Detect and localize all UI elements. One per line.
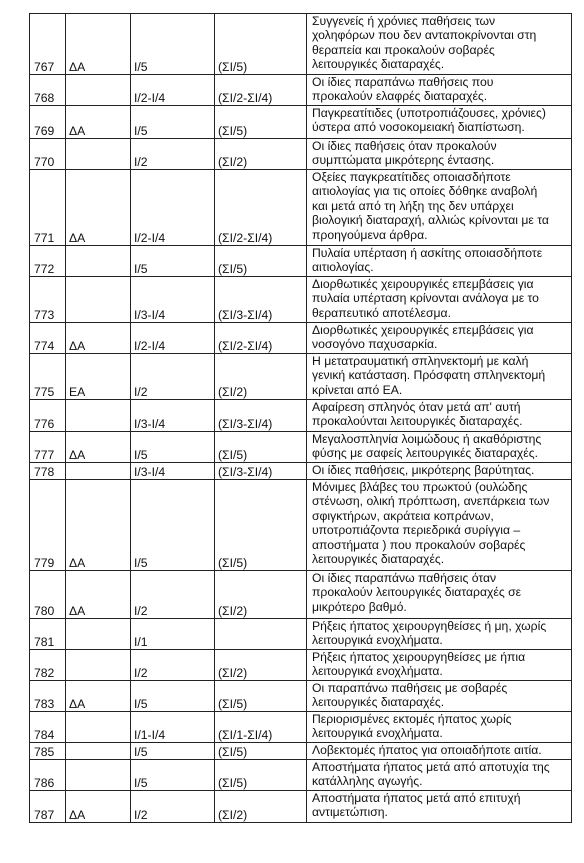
description-line: λειτουργικές διαταραχές. (312, 695, 445, 710)
table-row (30, 400, 572, 432)
sub-code-cell: (ΣΙ/2) (215, 354, 307, 400)
description-line: θεραπευτικό αποτέλεσμα. (312, 305, 451, 320)
article-number-cell: 767 (30, 14, 66, 75)
sub-code-cell: (ΣΙ/2-ΣΙ/4) (215, 170, 307, 246)
description-cell (307, 681, 572, 712)
description-line: Διορθωτικές χειρουργικές επεμβάσεις για (312, 323, 534, 337)
description-line: υποτροπιάζοντα περιεδρικά συρίγγια – (312, 523, 521, 538)
code-cell: Ι/2 (131, 354, 215, 400)
description-line: Διορθωτικές χειρουργικές επεμβάσεις για (312, 277, 534, 291)
code-cell: Ι/1 (131, 619, 215, 650)
article-number-cell: 769 (30, 106, 66, 139)
category-cell: ΔΑ (66, 14, 131, 75)
description-line: Αποστήματα ήπατος μετά από επιτυχή (312, 791, 521, 805)
sub-code-cell: (ΣΙ/2) (215, 571, 307, 619)
table-row (30, 650, 572, 681)
description-cell (307, 246, 572, 277)
category-cell: ΔΑ (66, 106, 131, 139)
table-row (30, 760, 572, 791)
description-line: λειτουργικές διαταραχές. (312, 57, 445, 72)
article-number-cell: 776 (30, 400, 66, 432)
description-line: κρίνεται από ΕΑ. (312, 382, 403, 397)
category-cell (66, 743, 131, 760)
description-line: χοληφόρων που δεν ανταποκρίνονται στη (312, 28, 537, 43)
category-cell (66, 277, 131, 323)
description-cell (307, 323, 572, 354)
description-cell (307, 277, 572, 323)
code-cell: Ι/5 (131, 246, 215, 277)
article-number-cell: 775 (30, 354, 66, 400)
code-cell: Ι/5 (131, 432, 215, 463)
sub-code-cell: (ΣΙ/5) (215, 681, 307, 712)
description-line: στένωση, ολική πρόπτωση, ανεπάρκεια των (312, 494, 550, 509)
article-number-cell: 771 (30, 170, 66, 246)
description-cell (307, 170, 572, 246)
description-line: αιτιολογίας. (312, 260, 374, 275)
table-row (30, 743, 572, 760)
category-cell: ΔΑ (66, 791, 131, 823)
table-row (30, 170, 572, 246)
description-line: προκαλούν λειτουργικές διαταραχές σε (312, 585, 522, 600)
article-number-cell: 785 (30, 743, 66, 760)
description-line: Η μετατραυματική σπληνεκτομή με καλή (312, 354, 529, 368)
article-number-cell: 773 (30, 277, 66, 323)
sub-code-cell: (ΣΙ/2) (215, 650, 307, 681)
code-cell: Ι/5 (131, 681, 215, 712)
code-cell: Ι/2 (131, 571, 215, 619)
description-line: προκαλούν ελαφρές διαταραχές. (312, 89, 488, 104)
article-number-cell: 782 (30, 650, 66, 681)
table-row (30, 463, 572, 480)
description-line: Ρήξεις ήπατος χειρουργηθείσες ή μη, χωρίς (312, 619, 547, 633)
table-row (30, 619, 572, 650)
category-cell (66, 619, 131, 650)
code-cell: Ι/5 (131, 14, 215, 75)
sub-code-cell: (ΣΙ/2-ΣΙ/4) (215, 75, 307, 106)
article-number-cell: 783 (30, 681, 66, 712)
description-line: Οι παραπάνω παθήσεις με σοβαρές (312, 681, 508, 695)
category-cell (66, 712, 131, 743)
sub-code-cell: (ΣΙ/2) (215, 791, 307, 823)
description-line: Λοβεκτομές ήπατος για οποιαδήποτε αιτία. (312, 743, 542, 757)
category-cell: ΔΑ (66, 681, 131, 712)
description-line: Ρήξεις ήπατος χειρουργηθείσες με ήπια (312, 650, 526, 664)
sub-code-cell: (ΣΙ/5) (215, 743, 307, 760)
sub-code-cell: (ΣΙ/5) (215, 246, 307, 277)
code-cell: Ι/3-Ι/4 (131, 400, 215, 432)
code-cell: Ι/5 (131, 480, 215, 571)
code-cell: Ι/5 (131, 106, 215, 139)
description-line: συμπτώματα μικρότερης έντασης. (312, 153, 495, 168)
table-body (30, 14, 572, 823)
code-cell: Ι/5 (131, 743, 215, 760)
description-line: σφιγκτήρων, ακράτεια κοπράνων, (312, 508, 494, 523)
article-number-cell: 784 (30, 712, 66, 743)
sub-code-cell: (ΣΙ/5) (215, 432, 307, 463)
description-cell (307, 139, 572, 170)
description-cell (307, 75, 572, 106)
category-cell (66, 463, 131, 480)
code-cell: Ι/2-Ι/4 (131, 75, 215, 106)
category-cell (66, 650, 131, 681)
description-line: πυλαία υπέρταση κρίνονται ανάλογα με το (312, 291, 539, 306)
table-row (30, 14, 572, 75)
sub-code-cell (215, 619, 307, 650)
document-page (29, 13, 572, 823)
description-line: Οι ίδιες παραπάνω παθήσεις όταν (312, 571, 497, 585)
article-number-cell: 781 (30, 619, 66, 650)
category-cell (66, 75, 131, 106)
table-row (30, 323, 572, 354)
description-line: λειτουργικά ενοχλήματα. (312, 633, 443, 648)
description-line: Περιορισμένες εκτομές ήπατος χωρίς (312, 712, 512, 726)
description-cell (307, 432, 572, 463)
sub-code-cell: (ΣΙ/3-ΣΙ/4) (215, 400, 307, 432)
table-row (30, 681, 572, 712)
description-line: φύσης με σαφείς λειτουργικές διαταραχές. (312, 446, 538, 461)
description-line: Πυλαία υπέρταση ή ασκίτης οποιασδήποτε (312, 246, 543, 260)
description-line: αιτιολογίας για τις οποίες δόθηκε αναβολή (312, 184, 538, 199)
table-row (30, 571, 572, 619)
article-number-cell: 780 (30, 571, 66, 619)
description-line: Παγκρεατίτιδες (υποτροπιάζουσες, χρόνιες) (312, 106, 546, 120)
description-line: γενική κατάσταση. Πρόσφατη σπληνεκτομή (312, 368, 546, 383)
description-line: Οι ίδιες παθήσεις όταν προκαλούν (312, 139, 497, 153)
article-number-cell: 772 (30, 246, 66, 277)
sub-code-cell: (ΣΙ/3-ΣΙ/4) (215, 277, 307, 323)
description-line: Συγγενείς ή χρόνιες παθήσεις των (312, 14, 496, 28)
description-cell (307, 14, 572, 75)
table-row (30, 75, 572, 106)
sub-code-cell: (ΣΙ/1-ΣΙ/4) (215, 712, 307, 743)
category-cell: ΔΑ (66, 480, 131, 571)
article-number-cell: 779 (30, 480, 66, 571)
article-number-cell: 774 (30, 323, 66, 354)
sub-code-cell: (ΣΙ/5) (215, 106, 307, 139)
description-line: προκαλούνται λειτουργικές διαταραχές. (312, 414, 523, 429)
article-number-cell: 786 (30, 760, 66, 791)
description-line: μικρότερο βαθμό. (312, 599, 407, 614)
description-cell (307, 571, 572, 619)
category-cell: ΔΑ (66, 323, 131, 354)
sub-code-cell: (ΣΙ/2) (215, 139, 307, 170)
disability-table (29, 13, 572, 823)
sub-code-cell: (ΣΙ/5) (215, 480, 307, 571)
description-cell (307, 463, 572, 480)
description-line: Αφαίρεση σπληνός όταν μετά απ' αυτή (312, 400, 521, 414)
description-line: Αποστήματα ήπατος μετά από αποτυχία της (312, 760, 550, 774)
description-cell (307, 791, 572, 823)
description-line: λειτουργικά ενοχλήματα. (312, 726, 443, 741)
article-number-cell: 768 (30, 75, 66, 106)
description-line: Οξείες παγκρεατίτιδες οποιασδήποτε (312, 170, 511, 184)
article-number-cell: 778 (30, 463, 66, 480)
table-row (30, 712, 572, 743)
table-row (30, 139, 572, 170)
category-cell (66, 246, 131, 277)
table-row (30, 354, 572, 400)
description-line: αποστήματα ) που προκαλούν σοβαρές (312, 537, 526, 552)
table-row (30, 432, 572, 463)
category-cell: ΔΑ (66, 571, 131, 619)
code-cell: Ι/2 (131, 650, 215, 681)
category-cell: ΔΑ (66, 170, 131, 246)
article-number-cell: 770 (30, 139, 66, 170)
table-row (30, 480, 572, 571)
code-cell: Ι/2-Ι/4 (131, 170, 215, 246)
category-cell (66, 760, 131, 791)
description-line: Μόνιμες βλάβες του πρωκτού (ουλώδης (312, 480, 528, 494)
code-cell: Ι/2 (131, 139, 215, 170)
article-number-cell: 787 (30, 791, 66, 823)
category-cell (66, 139, 131, 170)
sub-code-cell: (ΣΙ/2-ΣΙ/4) (215, 323, 307, 354)
description-cell (307, 619, 572, 650)
category-cell (66, 400, 131, 432)
description-line: βιολογική διαταραχή, αλλιώς κρίνονται με τα (312, 213, 549, 228)
description-cell (307, 400, 572, 432)
code-cell: Ι/5 (131, 760, 215, 791)
table-row (30, 791, 572, 823)
description-line: Οι ίδιες παραπάνω παθήσεις που (312, 75, 494, 89)
code-cell: Ι/3-Ι/4 (131, 277, 215, 323)
table-row (30, 246, 572, 277)
description-line: και μετά από τη λήξη της δεν υπάρχει (312, 198, 514, 213)
sub-code-cell: (ΣΙ/3-ΣΙ/4) (215, 463, 307, 480)
code-cell: Ι/3-Ι/4 (131, 463, 215, 480)
code-cell: Ι/1-Ι/4 (131, 712, 215, 743)
description-cell (307, 106, 572, 139)
description-line: ύστερα από νοσοκομειακή διαπίστωση. (312, 120, 525, 135)
code-cell: Ι/2 (131, 791, 215, 823)
description-cell (307, 650, 572, 681)
description-line: κατάλληλης αγωγής. (312, 774, 423, 789)
description-cell (307, 480, 572, 571)
description-line: λειτουργικά ενοχλήματα. (312, 664, 443, 679)
description-line: θεραπεία και προκαλούν σοβαρές (312, 42, 495, 57)
table-row (30, 106, 572, 139)
description-line: Μεγαλοσπληνία λοιμώδους ή ακαθόριστης (312, 432, 542, 446)
description-cell (307, 354, 572, 400)
description-line: αντιμετώπιση. (312, 805, 388, 820)
article-number-cell: 777 (30, 432, 66, 463)
sub-code-cell: (ΣΙ/5) (215, 760, 307, 791)
description-cell (307, 760, 572, 791)
category-cell: ΔΑ (66, 432, 131, 463)
description-cell (307, 743, 572, 760)
category-cell: ΕΑ (66, 354, 131, 400)
description-line: Οι ίδιες παθήσεις, μικρότερης βαρύτητας. (312, 463, 535, 477)
table-row (30, 277, 572, 323)
description-line: λειτουργικές διαταραχές. (312, 552, 445, 567)
description-line: προηγούμενα άρθρα. (312, 227, 428, 242)
code-cell: Ι/2-Ι/4 (131, 323, 215, 354)
sub-code-cell: (ΣΙ/5) (215, 14, 307, 75)
description-line: νοσογόνο παχυσαρκία. (312, 337, 438, 352)
description-cell (307, 712, 572, 743)
